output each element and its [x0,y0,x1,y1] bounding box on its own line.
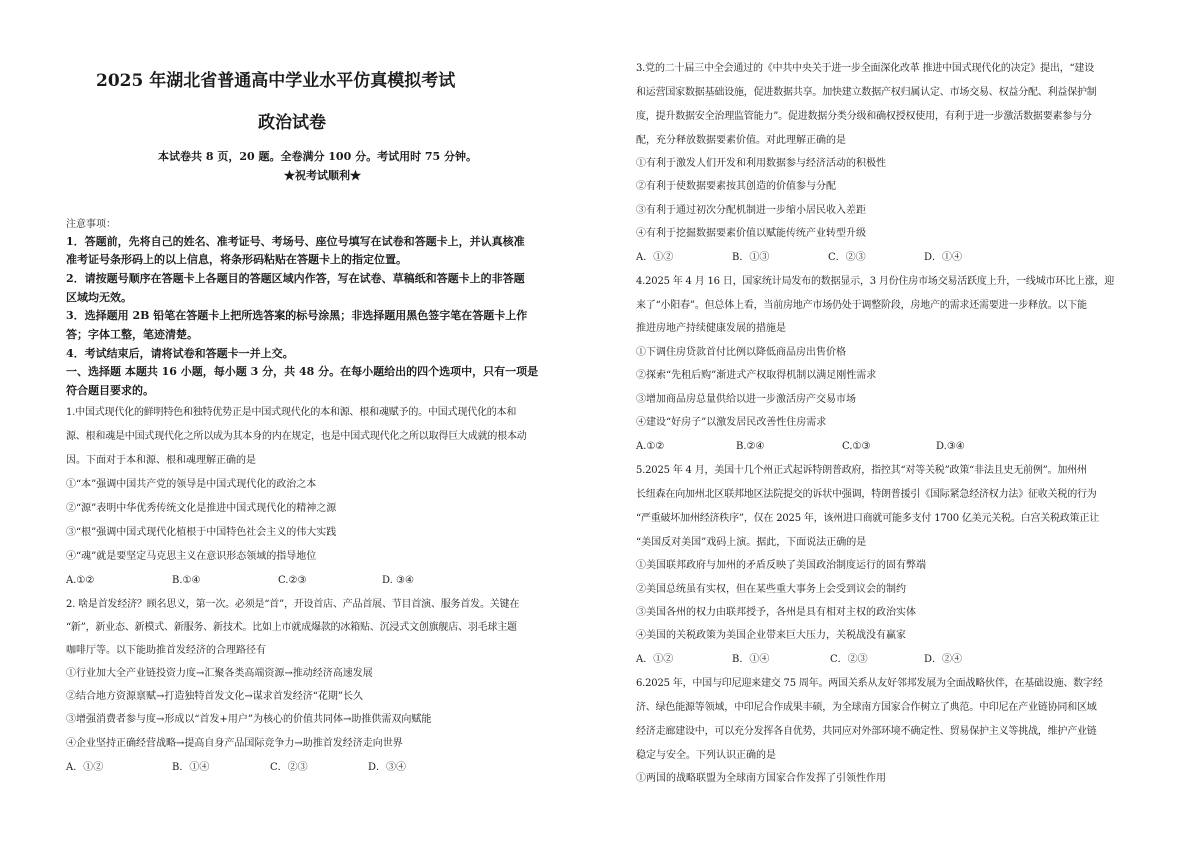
q2-stem-3: 咖啡厅等。以下能助推首发经济的合理路径有 [66,645,266,656]
q4-answer-c: C.①③ [842,441,871,452]
note-4: 4．考试结束后，请将试卷和答题卡一并上交。 [66,347,294,360]
q4-stem-2: 来了“小阳春”。但总体上看，当前房地产市场仍处于调整阶段，房地产的需求还需要进一步释放。以下能 [636,300,1087,311]
section-heading-a: 一、选择题 本题共 16 小题，每小题 3 分，共 48 分。在每小题给出的四个选项中，只有一项是 [66,365,539,378]
q1-stem-2: 源、根和魂是中国式现代化之所以成为其本身的内在规定，也是中国式现代化之所以取得巨大成就的根本动 [66,431,527,442]
q5-option-4: ④美国的关税政策为美国企业带来巨大压力，关税战没有赢家 [636,630,906,641]
q5-answer-c: C．②③ [830,654,868,665]
q4-option-2: ②探索“先租后购”渐进式产权取得机制以满足刚性需求 [636,370,877,381]
q2-answer-d: D．③④ [368,762,407,773]
note-1a: 1．答题前，先将自己的姓名、准考证号、考场号、座位号填写在试卷和答题卡上，并认真核准 [66,235,525,248]
notes-heading: 注意事项： [66,219,116,230]
q3-option-3: ③有利于通过初次分配机制进一步缩小居民收入差距 [636,205,866,216]
q3-answer-b: B．①③ [732,252,770,263]
q1-answer-b: B.①④ [172,575,201,586]
q4-answer-a: A.①② [636,441,665,452]
note-1b: 准考证号条形码上的以上信息，将条形码粘贴在答题卡上的指定位置。 [66,253,407,266]
q1-stem-1: 1.中国式现代化的鲜明特色和独特优势正是中国式现代化的本和源、根和魂赋予的。中国式现代化的本和 [66,407,517,418]
q5-option-3: ③美国各州的权力由联邦授予，各州是具有相对主权的政治实体 [636,607,916,618]
q5-option-2: ②美国总统虽有实权，但在某些重大事务上会受到议会的制约 [636,584,906,595]
q2-answer-c: C．②③ [270,762,308,773]
note-2b: 区域均无效。 [66,291,132,304]
q1-option-1: ①“本”强调中国共产党的领导是中国式现代化的政治之本 [66,479,317,490]
q3-option-4: ④有利于挖掘数据要素价值以赋能传统产业转型升级 [636,228,866,239]
q3-stem-1: 3.党的二十届三中全会通过的《中共中央关于进一步全面深化改革 推进中国式现代化的决定》提出，“建设 [636,63,1095,74]
exam-subtitle: 政治试卷 [258,113,326,133]
q3-stem-2: 和运营国家数据基础设施，促进数据共享。加快建立数据产权归属认定、市场交易、权益分配、利益保护制 [636,87,1097,98]
q3-answer-a: A．①② [636,252,674,263]
q4-option-4: ④建设“好房子”以激发居民改善性住房需求 [636,417,827,428]
note-3a: 3．选择题用 2B 铅笔在答题卡上把所选答案的标号涂黑；非选择题用黑色签字笔在答题卡上作 [66,309,528,322]
q6-stem-4: 稳定与安全。下列认识正确的是 [636,750,776,761]
q3-stem-3: 度，提升数据安全治理监管能力”。促进数据分类分级和确权授权使用，有利于进一步激活数据要素参与分 [636,111,1092,122]
exam-wish: ★祝考试顺利★ [284,169,361,182]
q2-option-1: ①行业加大全产业链投资力度→汇聚各类高端资源→推动经济高速发展 [66,668,373,679]
q2-answer-a: A．①② [66,762,104,773]
q5-stem-3: “严重破坏加州经济秩序”，仅在 2025 年，该州进口商就可能多支付 1700 亿美元关税。白宫关税政策正让 [636,513,1100,524]
q1-answer-d: D. ③④ [382,575,414,586]
q5-option-1: ①美国联邦政府与加州的矛盾反映了美国政治制度运行的固有弊端 [636,560,926,571]
q3-option-1: ①有利于激发人们开发和利用数据参与经济活动的积极性 [636,158,886,169]
q1-option-2: ②“源”表明中华优秀传统文化是推进中国式现代化的精神之源 [66,503,337,514]
section-heading-b: 符合题目要求的。 [66,384,154,397]
exam-title: 2025 年湖北省普通高中学业水平仿真模拟考试 [96,71,456,91]
q2-stem-2: “新”，新业态、新模式、新服务、新技术。比如上市就成爆款的冰箱贴、沉浸式文创旗舰店、羽毛球主题 [66,622,517,633]
q3-answer-c: C．②③ [828,252,866,263]
q4-answer-d: D.③④ [936,441,965,452]
q1-stem-3: 因。下面对于本和源、根和魂理解正确的是 [66,455,256,466]
q2-stem-1: 2. 啥是首发经济？顾名思义，第一次。必须是“首”，开设首店、产品首展、节目首演、服务首发。关键在 [66,599,520,610]
q1-answer-c: C.②③ [278,575,307,586]
q4-stem-1: 4.2025 年 4 月 16 日，国家统计局发布的数据显示，3 月份住房市场交易活跃度上升，一线城市环比上涨，迎 [636,276,1115,287]
q4-option-3: ③增加商品房总量供给以进一步激活房产交易市场 [636,394,856,405]
q6-stem-1: 6.2025 年，中国与印尼迎来建交 75 周年。两国关系从友好邻邦发展为全面战略伙伴，在基础设施、数字经 [636,678,1103,689]
q2-option-3: ③增强消费者参与度→形成以“首发+用户”为核心的价值共同体→助推供需双向赋能 [66,714,432,725]
q4-stem-3: 推进房地产持续健康发展的措施是 [636,323,786,334]
exam-info: 本试卷共 8 页，20 题。全卷满分 100 分。考试用时 75 分钟。 [158,150,478,163]
q4-answer-b: B.②④ [736,441,765,452]
q2-answer-b: B．①④ [172,762,210,773]
q5-stem-2: 长纽森在向加州北区联邦地区法院提交的诉状中强调，特朗普援引《国际紧急经济权力法》征收关税的行为 [636,489,1097,500]
q6-stem-3: 经济走廊建设中，可以充分发挥各自优势，共同应对外部环境不确定性、贸易保护主义等挑战，维护产业链 [636,726,1097,737]
q5-answer-b: B．①④ [732,654,770,665]
q4-option-1: ①下调住房贷款首付比例以降低商品房出售价格 [636,347,846,358]
q5-stem-4: “美国反对美国”戏码上演。据此，下面说法正确的是 [636,537,867,548]
q5-stem-1: 5.2025 年 4 月，美国十几个州正式起诉特朗普政府，指控其“对等关税”政策“非法且史无前例”。加州州 [636,465,1087,476]
q2-option-4: ④企业坚持正确经营战略→提高自身产品国际竞争力→助推首发经济走向世界 [66,738,403,749]
q5-answer-d: D．②④ [924,654,963,665]
q3-option-2: ②有利于使数据要素按其创造的价值参与分配 [636,181,836,192]
note-2a: 2．请按题号顺序在答题卡上各题目的答题区域内作答，写在试卷、草稿纸和答题卡上的非答题 [66,272,525,285]
q3-stem-4: 配，充分释放数据要素价值。对此理解正确的是 [636,135,846,146]
q1-option-3: ③“根”强调中国式现代化植根于中国特色社会主义的伟大实践 [66,527,337,538]
q2-option-2: ②结合地方资源禀赋→打造独特首发文化→谋求首发经济“花期”长久 [66,691,363,702]
note-3b: 答；字体工整，笔迹清楚。 [66,328,198,341]
q6-stem-2: 济、绿色能源等领域，中印尼合作成果丰硕，为全球南方国家合作树立了典范。中印尼在产业链协同和区域 [636,702,1097,713]
q1-answer-a: A.①② [66,575,95,586]
q6-option-1: ①两国的战略联盟为全球南方国家合作发挥了引领性作用 [636,773,886,784]
q3-answer-d: D．①④ [924,252,963,263]
q5-answer-a: A．①② [636,654,674,665]
q1-option-4: ④“魂”就是要坚定马克思主义在意识形态领域的指导地位 [66,551,317,562]
